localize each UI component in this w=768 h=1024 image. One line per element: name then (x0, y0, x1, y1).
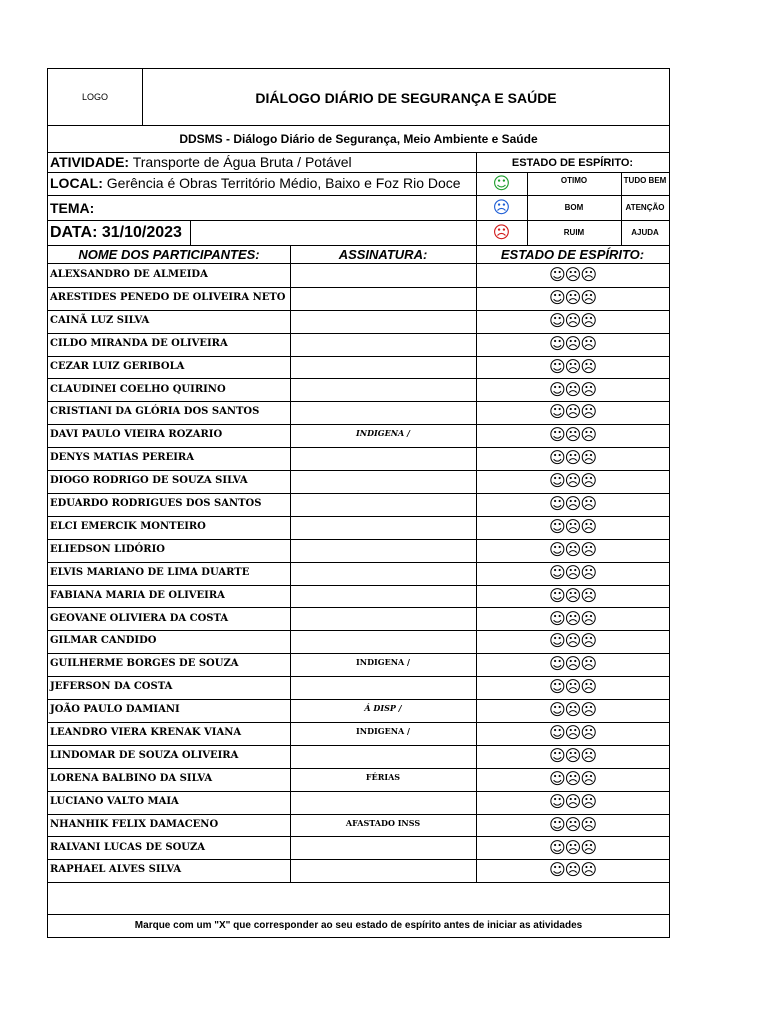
signature-cell[interactable] (290, 287, 476, 310)
signature-cell[interactable] (290, 608, 476, 631)
signature-cell[interactable] (290, 585, 476, 608)
sad-face-icon: ☹ (492, 223, 511, 243)
participant-name: CAINÃ LUZ SILVA (50, 314, 150, 326)
tema-label: TEMA: (50, 200, 95, 216)
table-row (48, 356, 669, 379)
table-row (48, 333, 669, 356)
data-value: 31/10/2023 (101, 224, 182, 241)
legend-label-ruim: RUIM (563, 228, 585, 237)
mood-faces-icon[interactable]: ☺☹☹ (548, 471, 597, 491)
table-row (48, 379, 669, 402)
mood-faces-icon[interactable]: ☺☹☹ (548, 356, 597, 376)
table-row (48, 791, 669, 814)
mood-faces-icon[interactable]: ☺☹☹ (548, 700, 597, 720)
legend-title: ESTADO DE ESPÍRITO: (511, 157, 634, 169)
participant-name: LINDOMAR DE SOUZA OLIVEIRA (50, 749, 239, 761)
table-row (48, 539, 669, 562)
mood-faces-icon[interactable]: ☺☹☹ (548, 448, 597, 468)
table-row (48, 447, 669, 470)
table-row (48, 470, 669, 493)
legend-label-otimo: OTIMO (560, 176, 588, 185)
table-row (48, 722, 669, 745)
table-row (48, 562, 669, 585)
signature-cell[interactable] (290, 333, 476, 356)
legend-label-bom: BOM (564, 203, 584, 212)
signature-cell[interactable] (290, 447, 476, 470)
table-row (48, 493, 669, 516)
participant-name: ELIEDSON LIDÓRIO (50, 543, 165, 555)
tema-field (50, 196, 94, 220)
mood-faces-icon[interactable]: ☺☹☹ (548, 539, 597, 559)
signature-cell[interactable] (290, 516, 476, 539)
legend-meaning-atencao: ATENÇÃO (625, 203, 665, 212)
local-value: Gerência é Obras Território Médio, Baixo e Foz Rio Doce (106, 175, 461, 191)
mood-faces-icon[interactable]: ☺☹☹ (548, 723, 597, 742)
participant-name: GUILHERME BORGES DE SOUZA (50, 658, 239, 670)
signature-cell[interactable] (290, 401, 476, 424)
signature-cell[interactable] (290, 493, 476, 516)
participant-name: EDUARDO RODRIGUES DOS SANTOS (50, 498, 262, 509)
participant-name: GILMAR CANDIDO (50, 635, 157, 647)
signature-cell[interactable] (290, 264, 476, 287)
table-row (48, 837, 669, 860)
participant-name: LORENA BALBINO DA SILVA (50, 772, 213, 784)
table-row (48, 608, 669, 631)
mood-faces-icon[interactable]: ☺☹☹ (548, 562, 597, 582)
signature-cell[interactable]: INDIGENA / (356, 428, 410, 439)
mood-faces-icon[interactable]: ☺☹☹ (548, 814, 597, 834)
signature-cell[interactable] (290, 837, 476, 860)
participant-name: ALEXSANDRO DE ALMEIDA (50, 269, 208, 280)
data-label: DATA: (50, 224, 98, 241)
mood-faces-icon[interactable]: ☺☹☹ (548, 585, 597, 605)
column-header-signature: ASSINATURA: (338, 247, 428, 262)
mood-faces-icon[interactable]: ☺☹☹ (548, 425, 597, 445)
participant-name: CLAUDINEI COELHO QUIRINO (50, 383, 226, 395)
legend-meaning-ajuda: AJUDA (631, 228, 659, 237)
mood-faces-icon[interactable]: ☺☹☹ (548, 310, 597, 330)
table-row (48, 676, 669, 699)
participant-name: DENYS MATIAS PEREIRA (50, 452, 194, 464)
table-row (48, 287, 669, 310)
mood-faces-icon[interactable]: ☺☹☹ (548, 402, 597, 422)
mood-faces-icon[interactable]: ☺☹☹ (548, 608, 597, 628)
signature-cell[interactable]: INDIGENA / (356, 657, 410, 668)
mood-faces-icon[interactable]: ☺☹☹ (548, 745, 597, 765)
participant-name: LUCIANO VALTO MAIA (50, 795, 179, 807)
participant-name: CILDO MIRANDA DE OLIVEIRA (50, 337, 228, 349)
mood-faces-icon[interactable]: ☺☹☹ (548, 494, 597, 513)
legend-meaning-tudo-bem: TUDO BEM (623, 176, 667, 185)
column-header-mood: ESTADO DE ESPÍRITO: (500, 247, 645, 262)
mood-faces-icon[interactable]: ☺☹☹ (548, 379, 597, 399)
atividade-label: ATIVIDADE: (50, 154, 130, 170)
participant-name: CRISTIANI DA GLÓRIA DOS SANTOS (50, 406, 260, 418)
participant-name: DIOGO RODRIGO DE SOUZA SILVA (50, 475, 248, 487)
signature-cell[interactable]: Á DISP / (364, 703, 402, 714)
data-field (50, 221, 182, 245)
mood-faces-icon[interactable]: ☺☹☹ (548, 631, 597, 651)
signature-cell[interactable] (290, 630, 476, 653)
participant-name: RALVANI LUCAS DE SOUZA (50, 841, 206, 853)
participant-name: RAPHAEL ALVES SILVA (50, 864, 182, 876)
signature-cell[interactable] (290, 676, 476, 699)
signature-cell[interactable] (290, 379, 476, 402)
signature-cell[interactable] (290, 539, 476, 562)
participant-name: NHANHIK FELIX DAMACENO (50, 818, 219, 830)
table-row (48, 630, 669, 653)
participant-name: JEFERSON DA COSTA (50, 681, 173, 693)
mood-faces-icon[interactable]: ☺☹☹ (548, 677, 597, 697)
table-row (48, 310, 669, 333)
local-label: LOCAL: (50, 175, 103, 191)
signature-cell[interactable] (290, 859, 476, 882)
table-row (48, 699, 669, 722)
mood-faces-icon[interactable]: ☺☹☹ (548, 287, 597, 307)
neutral-face-icon: ☹ (492, 198, 511, 218)
participant-name: ELVIS MARIANO DE LIMA DUARTE (50, 566, 250, 578)
signature-cell[interactable] (290, 470, 476, 493)
table-row (48, 585, 669, 608)
atividade-value: Transporte de Água Bruta / Potável (132, 154, 352, 170)
participant-name: CEZAR LUIZ GERIBOLA (50, 360, 185, 372)
table-row (48, 424, 669, 447)
mood-faces-icon[interactable]: ☺☹☹ (548, 333, 597, 353)
mood-faces-icon[interactable]: ☺☹☹ (548, 265, 597, 284)
document-subtitle: DDSMS - Diálogo Diário de Segurança, Meio Ambiente e Saúde (179, 132, 538, 146)
atividade-field (50, 153, 352, 172)
table-row (48, 401, 669, 424)
participant-name: ELCI EMERCIK MONTEIRO (50, 520, 206, 532)
mood-faces-icon[interactable]: ☺☹☹ (548, 516, 597, 536)
document-title: DIÁLOGO DIÁRIO DE SEGURANÇA E SAÚDE (255, 90, 557, 106)
participant-name: LEANDRO VIERA KRENAK VIANA (50, 727, 242, 738)
table-row (48, 745, 669, 768)
mood-faces-icon[interactable]: ☺☹☹ (548, 860, 597, 880)
footer-instruction: Marque com um "X" que corresponder ao seu estado de espírito antes de iniciar as atividades (134, 920, 583, 931)
local-field (50, 173, 461, 194)
table-row (48, 768, 669, 791)
happy-face-icon: ☺ (492, 174, 511, 194)
participant-name: JOÃO PAULO DAMIANI (50, 704, 180, 716)
signature-cell[interactable] (290, 562, 476, 585)
participant-name: FABIANA MARIA DE OLIVEIRA (50, 589, 225, 601)
table-row (48, 859, 669, 882)
column-header-names: NOME DOS PARTICIPANTES: (78, 247, 260, 262)
signature-cell[interactable]: INDIGENA / (356, 726, 410, 736)
dds-form (47, 68, 670, 938)
signature-cell[interactable]: FÉRIAS (365, 771, 401, 782)
mood-faces-icon[interactable]: ☺☹☹ (548, 768, 597, 788)
table-row (48, 653, 669, 676)
participant-name: GEOVANE OLIVIERA DA COSTA (50, 612, 229, 624)
signature-cell[interactable] (290, 745, 476, 768)
mood-faces-icon[interactable]: ☺☹☹ (548, 654, 597, 674)
table-row (48, 814, 669, 837)
table-row (48, 264, 669, 287)
table-row (48, 516, 669, 539)
participant-name: DAVI PAULO VIEIRA ROZARIO (50, 429, 223, 441)
logo: LOGO (81, 92, 108, 102)
signature-cell[interactable] (290, 791, 476, 814)
mood-faces-icon[interactable]: ☺☹☹ (548, 791, 597, 811)
participant-name: ARESTIDES PENEDO DE OLIVEIRA NETO (50, 291, 286, 303)
mood-faces-icon[interactable]: ☺☹☹ (548, 837, 597, 857)
signature-cell[interactable] (290, 310, 476, 333)
signature-cell[interactable]: AFASTADO INSS (345, 817, 421, 828)
signature-cell[interactable] (290, 356, 476, 379)
